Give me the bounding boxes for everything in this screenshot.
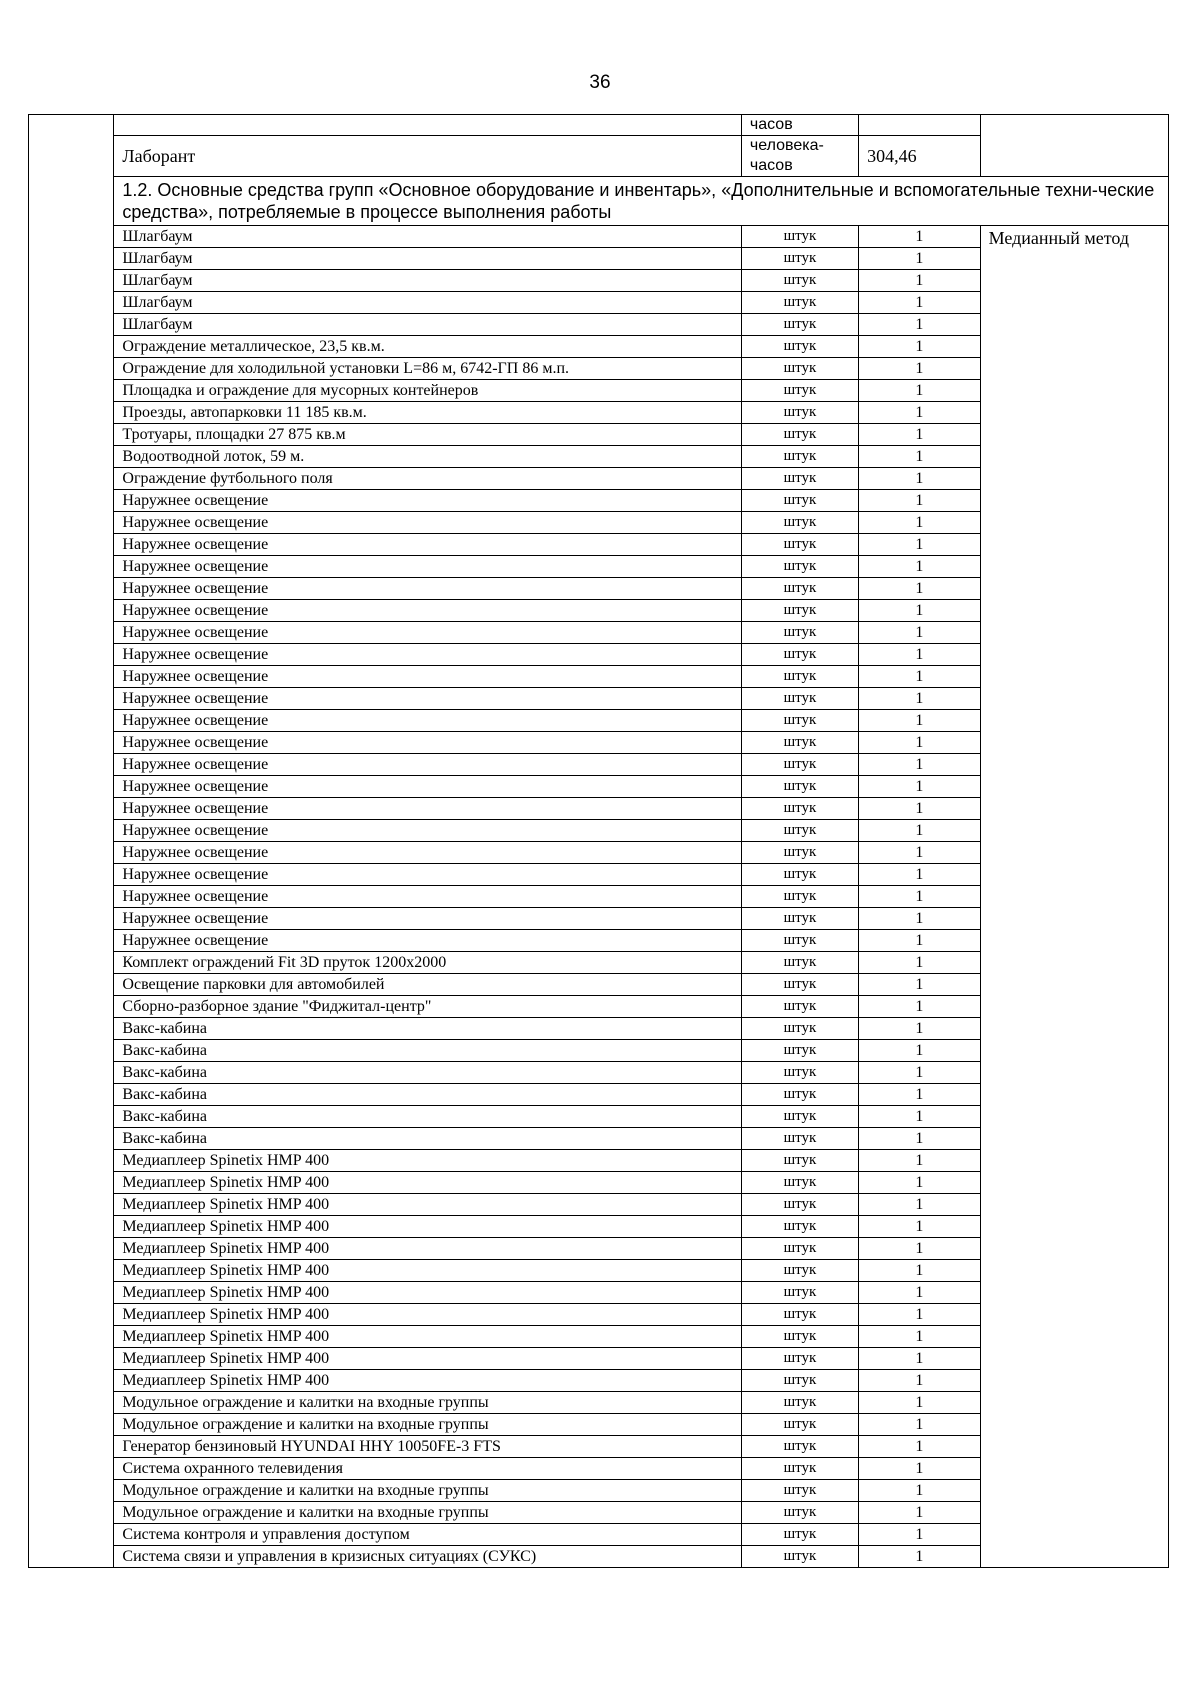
item-name: Наружнее освещение xyxy=(114,710,741,732)
item-unit: штук xyxy=(741,468,858,490)
item-unit: штук xyxy=(741,1524,858,1546)
item-unit: штук xyxy=(741,1216,858,1238)
item-unit: штук xyxy=(741,1172,858,1194)
table-row xyxy=(29,226,1169,248)
item-qty: 1 xyxy=(859,1524,981,1546)
item-name: Вакс-кабина xyxy=(114,1084,741,1106)
item-name: Ограждение футбольного поля xyxy=(114,468,741,490)
item-name: Медиаплеер Spinetix HMP 400 xyxy=(114,1304,741,1326)
item-name: Наружнее освещение xyxy=(114,622,741,644)
item-unit: штук xyxy=(741,798,858,820)
item-qty: 1 xyxy=(859,1106,981,1128)
unit-line: часов xyxy=(749,157,793,174)
item-qty: 1 xyxy=(859,1260,981,1282)
item-unit: штук xyxy=(741,1260,858,1282)
item-name: Наружнее освещение xyxy=(114,644,741,666)
item-name: Медиаплеер Spinetix HMP 400 xyxy=(114,1282,741,1304)
item-name: Наружнее освещение xyxy=(114,930,741,952)
item-qty: 1 xyxy=(859,1238,981,1260)
item-name: Шлагбаум xyxy=(114,314,741,336)
item-qty: 1 xyxy=(859,270,981,292)
item-unit: штук xyxy=(741,1106,858,1128)
item-unit: штук xyxy=(741,402,858,424)
item-qty: 1 xyxy=(859,468,981,490)
item-qty: 1 xyxy=(859,952,981,974)
item-unit: штук xyxy=(741,446,858,468)
position-cell xyxy=(114,115,741,136)
item-name: Система охранного телевидения xyxy=(114,1458,741,1480)
item-unit: штук xyxy=(741,1040,858,1062)
item-qty: 1 xyxy=(859,1502,981,1524)
item-name: Наружнее освещение xyxy=(114,578,741,600)
item-unit: штук xyxy=(741,578,858,600)
item-qty: 1 xyxy=(859,1480,981,1502)
item-qty: 1 xyxy=(859,1150,981,1172)
item-unit: штук xyxy=(741,820,858,842)
item-qty: 1 xyxy=(859,512,981,534)
item-unit: штук xyxy=(741,1480,858,1502)
item-qty: 1 xyxy=(859,490,981,512)
item-unit: штук xyxy=(741,930,858,952)
item-qty: 1 xyxy=(859,534,981,556)
item-name: Освещение парковки для автомобилей xyxy=(114,974,741,996)
item-qty: 1 xyxy=(859,798,981,820)
item-name: Медиаплеер Spinetix HMP 400 xyxy=(114,1238,741,1260)
item-name: Медиаплеер Spinetix HMP 400 xyxy=(114,1150,741,1172)
item-qty: 1 xyxy=(859,292,981,314)
item-unit: штук xyxy=(741,1502,858,1524)
item-unit: штук xyxy=(741,1084,858,1106)
item-name: Система контроля и управления доступом xyxy=(114,1524,741,1546)
item-name: Наружнее освещение xyxy=(114,666,741,688)
item-unit: штук xyxy=(741,424,858,446)
item-unit: штук xyxy=(741,864,858,886)
item-name: Медиаплеер Spinetix HMP 400 xyxy=(114,1260,741,1282)
item-name: Наружнее освещение xyxy=(114,842,741,864)
item-qty: 1 xyxy=(859,996,981,1018)
item-qty: 1 xyxy=(859,754,981,776)
item-name: Наружнее освещение xyxy=(114,600,741,622)
table-row-hours xyxy=(29,115,1169,136)
item-qty: 1 xyxy=(859,1414,981,1436)
item-name: Медиаплеер Spinetix HMP 400 xyxy=(114,1216,741,1238)
item-qty: 1 xyxy=(859,688,981,710)
item-qty: 1 xyxy=(859,556,981,578)
item-name: Вакс-кабина xyxy=(114,1062,741,1084)
item-name: Сборно-разборное здание "Фиджитал-центр" xyxy=(114,996,741,1018)
item-unit: штук xyxy=(741,1150,858,1172)
item-qty: 1 xyxy=(859,1458,981,1480)
item-qty: 1 xyxy=(859,578,981,600)
item-name: Генератор бензиновый HYUNDAI HHY 10050FE-3 FTS xyxy=(114,1436,741,1458)
item-name: Наружнее освещение xyxy=(114,754,741,776)
item-qty: 1 xyxy=(859,226,981,248)
item-unit: штук xyxy=(741,842,858,864)
item-unit: штук xyxy=(741,1238,858,1260)
item-unit: штук xyxy=(741,1282,858,1304)
item-name: Наружнее освещение xyxy=(114,490,741,512)
item-name: Модульное ограждение и калитки на входные группы xyxy=(114,1502,741,1524)
item-qty: 1 xyxy=(859,1216,981,1238)
item-unit: штук xyxy=(741,1458,858,1480)
item-qty: 1 xyxy=(859,666,981,688)
item-unit: штук xyxy=(741,622,858,644)
unit-line: человека- xyxy=(749,137,824,154)
item-unit: штук xyxy=(741,952,858,974)
item-name: Шлагбаум xyxy=(114,248,741,270)
item-qty: 1 xyxy=(859,1348,981,1370)
method-cell: Медианный метод xyxy=(980,226,1168,1568)
item-name: Наружнее освещение xyxy=(114,886,741,908)
unit-cell xyxy=(741,136,858,177)
item-qty: 1 xyxy=(859,336,981,358)
item-unit: штук xyxy=(741,908,858,930)
item-name: Медиаплеер Spinetix HMP 400 xyxy=(114,1326,741,1348)
item-name: Вакс-кабина xyxy=(114,1018,741,1040)
item-qty: 1 xyxy=(859,710,981,732)
item-unit: штук xyxy=(741,314,858,336)
item-name: Наружнее освещение xyxy=(114,534,741,556)
item-qty: 1 xyxy=(859,1546,981,1568)
item-qty: 1 xyxy=(859,776,981,798)
item-name: Наружнее освещение xyxy=(114,798,741,820)
item-qty: 1 xyxy=(859,820,981,842)
item-unit: штук xyxy=(741,1018,858,1040)
method-cell-top xyxy=(980,115,1168,177)
item-qty: 1 xyxy=(859,1370,981,1392)
item-name: Наружнее освещение xyxy=(114,512,741,534)
item-name: Наружнее освещение xyxy=(114,688,741,710)
item-unit: штук xyxy=(741,380,858,402)
position-name: Лаборант xyxy=(114,136,741,177)
item-unit: штук xyxy=(741,226,858,248)
item-unit: штук xyxy=(741,644,858,666)
item-qty: 1 xyxy=(859,864,981,886)
item-name: Тротуары, площадки 27 875 кв.м xyxy=(114,424,741,446)
item-name: Система связи и управления в кризисных ситуациях (СУКС) xyxy=(114,1546,741,1568)
item-name: Модульное ограждение и калитки на входные группы xyxy=(114,1414,741,1436)
item-name: Вакс-кабина xyxy=(114,1106,741,1128)
item-unit: штук xyxy=(741,754,858,776)
item-name: Проезды, автопарковки 11 185 кв.м. xyxy=(114,402,741,424)
item-name: Наружнее освещение xyxy=(114,776,741,798)
item-unit: штук xyxy=(741,974,858,996)
item-name: Наружнее освещение xyxy=(114,864,741,886)
item-unit: штук xyxy=(741,1392,858,1414)
item-qty: 1 xyxy=(859,600,981,622)
item-unit: штук xyxy=(741,732,858,754)
item-unit: штук xyxy=(741,710,858,732)
item-qty: 1 xyxy=(859,1062,981,1084)
item-qty: 1 xyxy=(859,1304,981,1326)
item-unit: штук xyxy=(741,1370,858,1392)
item-name: Вакс-кабина xyxy=(114,1128,741,1150)
item-qty: 1 xyxy=(859,1128,981,1150)
item-unit: штук xyxy=(741,1194,858,1216)
item-qty: 1 xyxy=(859,1392,981,1414)
item-qty: 1 xyxy=(859,974,981,996)
row-number-cell xyxy=(29,115,114,1568)
item-name: Медиаплеер Spinetix HMP 400 xyxy=(114,1172,741,1194)
item-qty: 1 xyxy=(859,1436,981,1458)
item-unit: штук xyxy=(741,556,858,578)
item-qty: 1 xyxy=(859,842,981,864)
item-qty: 1 xyxy=(859,1084,981,1106)
item-unit: штук xyxy=(741,688,858,710)
item-unit: штук xyxy=(741,776,858,798)
item-name: Медиаплеер Spinetix HMP 400 xyxy=(114,1348,741,1370)
qty-cell xyxy=(859,115,981,136)
item-name: Медиаплеер Spinetix HMP 400 xyxy=(114,1370,741,1392)
item-unit: штук xyxy=(741,996,858,1018)
item-unit: штук xyxy=(741,1062,858,1084)
item-qty: 1 xyxy=(859,446,981,468)
item-name: Вакс-кабина xyxy=(114,1040,741,1062)
qty-cell: 304,46 xyxy=(859,136,981,177)
section-header-row xyxy=(29,177,1169,226)
item-qty: 1 xyxy=(859,622,981,644)
item-qty: 1 xyxy=(859,886,981,908)
item-name: Медиаплеер Spinetix HMP 400 xyxy=(114,1194,741,1216)
item-qty: 1 xyxy=(859,1172,981,1194)
resources-table xyxy=(28,114,1169,1568)
item-qty: 1 xyxy=(859,732,981,754)
item-name: Шлагбаум xyxy=(114,270,741,292)
item-name: Наружнее освещение xyxy=(114,732,741,754)
item-name: Водоотводной лоток, 59 м. xyxy=(114,446,741,468)
item-unit: штук xyxy=(741,886,858,908)
item-name: Ограждение для холодильной установки L=86 м, 6742-ГП 86 м.п. xyxy=(114,358,741,380)
item-unit: штук xyxy=(741,512,858,534)
item-qty: 1 xyxy=(859,402,981,424)
item-unit: штук xyxy=(741,666,858,688)
item-qty: 1 xyxy=(859,1018,981,1040)
item-qty: 1 xyxy=(859,358,981,380)
item-qty: 1 xyxy=(859,1326,981,1348)
section-title: 1.2. Основные средства групп «Основное оборудование и инвентарь», «Дополнительные и вспомогательные техни-ческие средства», потребляемые в процессе выполнения работы xyxy=(114,177,1169,226)
item-unit: штук xyxy=(741,1436,858,1458)
item-name: Шлагбаум xyxy=(114,226,741,248)
item-unit: штук xyxy=(741,534,858,556)
item-unit: штук xyxy=(741,358,858,380)
item-unit: штук xyxy=(741,292,858,314)
item-unit: штук xyxy=(741,600,858,622)
item-name: Наружнее освещение xyxy=(114,908,741,930)
item-unit: штук xyxy=(741,1326,858,1348)
item-qty: 1 xyxy=(859,314,981,336)
item-unit: штук xyxy=(741,1128,858,1150)
item-qty: 1 xyxy=(859,908,981,930)
item-qty: 1 xyxy=(859,1040,981,1062)
item-name: Площадка и ограждение для мусорных контейнеров xyxy=(114,380,741,402)
item-name: Ограждение металлическое, 23,5 кв.м. xyxy=(114,336,741,358)
item-name: Комплект ограждений Fit 3D пруток 1200х2000 xyxy=(114,952,741,974)
item-name: Наружнее освещение xyxy=(114,820,741,842)
item-unit: штук xyxy=(741,248,858,270)
unit-cell: часов xyxy=(741,115,858,136)
item-name: Наружнее освещение xyxy=(114,556,741,578)
item-qty: 1 xyxy=(859,644,981,666)
item-unit: штук xyxy=(741,1348,858,1370)
item-unit: штук xyxy=(741,1414,858,1436)
item-name: Модульное ограждение и калитки на входные группы xyxy=(114,1480,741,1502)
item-unit: штук xyxy=(741,1304,858,1326)
item-unit: штук xyxy=(741,490,858,512)
item-qty: 1 xyxy=(859,424,981,446)
item-name: Модульное ограждение и калитки на входные группы xyxy=(114,1392,741,1414)
page-number: 36 xyxy=(589,72,611,93)
item-name: Шлагбаум xyxy=(114,292,741,314)
item-unit: штук xyxy=(741,270,858,292)
item-qty: 1 xyxy=(859,380,981,402)
item-qty: 1 xyxy=(859,1282,981,1304)
item-unit: штук xyxy=(741,1546,858,1568)
item-qty: 1 xyxy=(859,248,981,270)
item-qty: 1 xyxy=(859,930,981,952)
item-unit: штук xyxy=(741,336,858,358)
item-qty: 1 xyxy=(859,1194,981,1216)
